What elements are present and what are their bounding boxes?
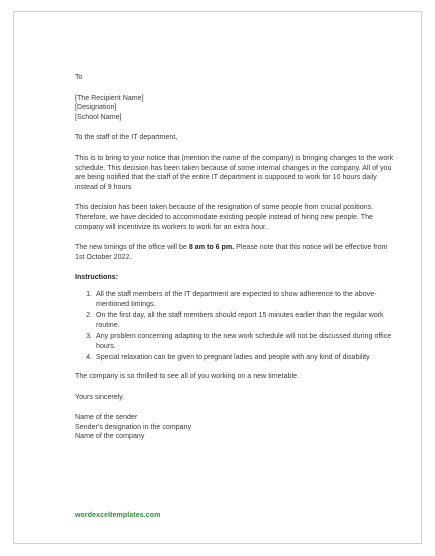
salutation: To the staff of the IT department, <box>75 133 178 142</box>
instruction-item: 1. All the staff members of the IT department are expected to show adherence to the above-mentioned timings. <box>94 290 395 309</box>
sign-off: Yours sincerely. <box>75 392 125 401</box>
sender-designation: Sender's designation in the company <box>75 422 192 431</box>
sender-name: Name of the sender <box>75 413 138 422</box>
letter-body <box>75 73 395 442</box>
timings-effective: Please note that this notice will be effective from 1st October 2022. <box>75 243 388 261</box>
instruction-item: 2. On the first day, all the staff members should report 15 minutes earlier than the regular work routine. <box>94 311 395 330</box>
paragraph-2: This decision has been taken because of the resignation of some people from crucial positions. Therefore, we have decided to accommodate existing people instead of hiring new people. The company will incentivize its workers to work for an extra hour. <box>75 203 374 231</box>
recipient-name: [The Recipient Name] <box>75 93 144 102</box>
sender-company: Name of the company <box>75 432 145 441</box>
recipient-school: [School Name] <box>75 112 122 121</box>
closing-paragraph: The company is so thrilled to see all of you working on a new timetable. <box>75 372 299 381</box>
instruction-item: 4. Special relaxation can be given to pregnant ladies and people with any kind of disability <box>94 353 395 363</box>
recipient-designation: [Designation] <box>75 103 117 112</box>
document-page <box>13 11 422 544</box>
timings-intro: The new timings of the office will be <box>75 243 189 252</box>
paragraph-3 <box>75 243 395 262</box>
timings-bold: 8 am to 6 pm. <box>188 243 235 252</box>
footer-website: wordexceltemplates.com <box>75 512 161 519</box>
instructions-list <box>75 290 395 363</box>
paragraph-1: This is to bring to your notice that (mention the name of the company) is bringing changes to the work schedule. This decision has been taken because of some internal changes in the company. All of you are being notified that the staff of the entire IT department is supposed to work for 10 hours daily instead of 9 hours <box>75 153 394 191</box>
to-line: To <box>75 73 83 81</box>
instructions-heading: Instructions: <box>75 273 118 282</box>
instruction-item: 3. Any problem concerning adapting to the new work schedule will not be discussed during office hours. <box>94 332 395 351</box>
